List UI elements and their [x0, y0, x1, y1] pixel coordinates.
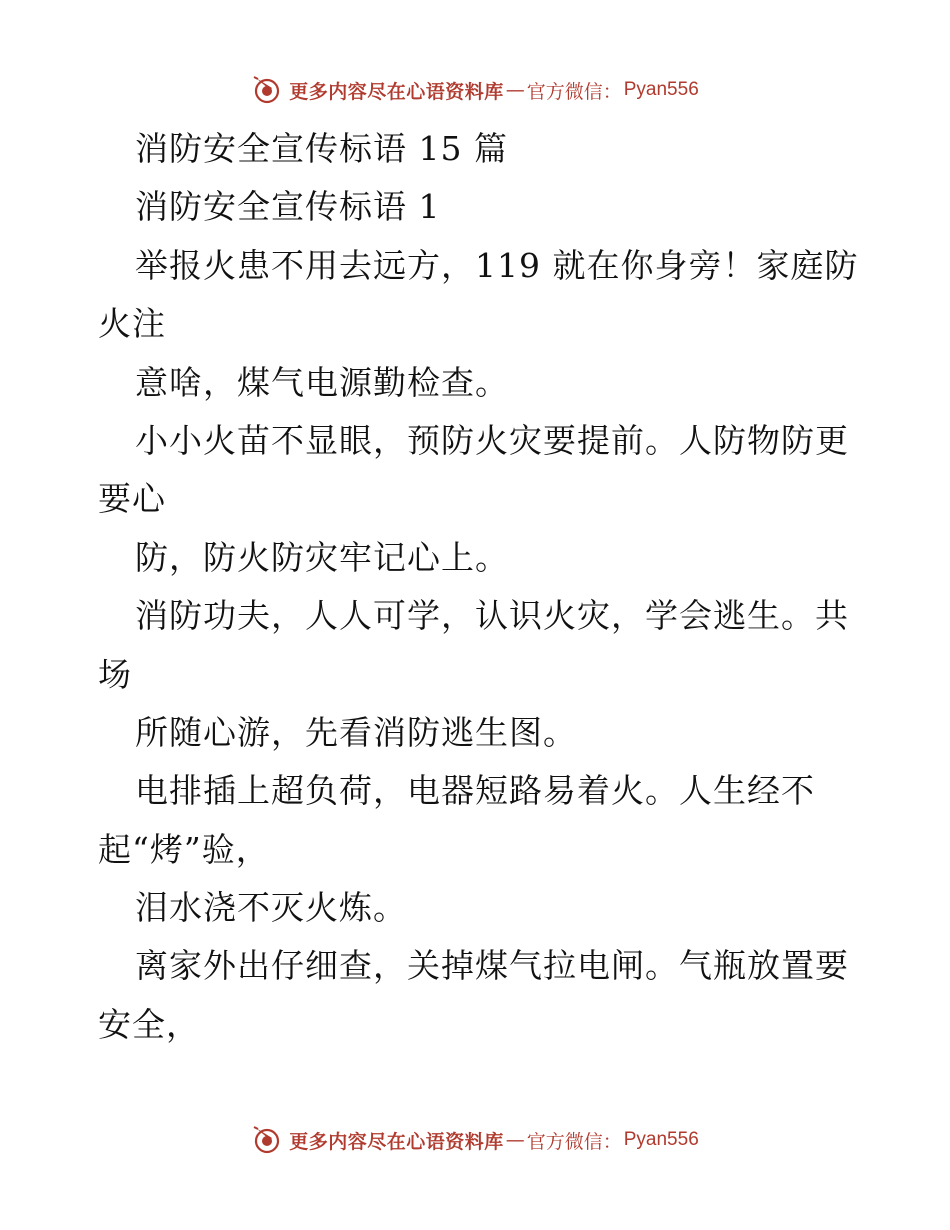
banner-wechat-id: Pyan556 — [623, 1129, 699, 1150]
section-heading: 消防安全宣传标语 1 — [135, 187, 441, 227]
text-line: 举报火患不用去远方，119 就在你身旁！家庭防 — [135, 245, 859, 285]
text-line: 起“烤”验， — [98, 829, 270, 869]
text-line: 火注 — [98, 304, 166, 344]
banner-wechat-id: Pyan556 — [623, 79, 699, 100]
text-line: 泪水浇不灭火炼。 — [135, 888, 407, 928]
banner-dash: — — [505, 1129, 525, 1151]
banner-sub-text: 官方微信： — [526, 80, 622, 103]
text-line: 场 — [98, 654, 132, 694]
text-line: 意啥，煤气电源勤检查。 — [135, 362, 509, 402]
text-line: 小小火苗不显眼，预防火灾要提前。人防物防更 — [135, 420, 849, 460]
text-line: 所随心游，先看消防逃生图。 — [135, 712, 577, 752]
footer-banner — [0, 1120, 950, 1160]
text-line: 离家外出仔细查，关掉煤气拉电闸。气瓶放置要 — [135, 946, 849, 986]
banner-sub-text: 官方微信： — [526, 1130, 622, 1153]
text-line: 安全， — [98, 1004, 200, 1044]
banner-dash: — — [505, 79, 525, 101]
text-line: 要心 — [98, 479, 166, 519]
banner-main-text: 更多内容尽在心语资料库 — [289, 80, 504, 103]
text-line: 电排插上超负荷，电器短路易着火。人生经不 — [135, 771, 815, 811]
quill-seal-icon — [251, 74, 283, 106]
quill-seal-icon — [251, 1124, 283, 1156]
document-body — [98, 120, 868, 1054]
header-banner — [0, 70, 950, 110]
text-line: 消防功夫，人人可学，认识火灾，学会逃生。共 — [135, 596, 849, 636]
document-title: 消防安全宣传标语 15 篇 — [135, 129, 508, 168]
banner-main-text: 更多内容尽在心语资料库 — [289, 1130, 504, 1153]
text-line: 防，防火防灾牢记心上。 — [135, 537, 509, 577]
